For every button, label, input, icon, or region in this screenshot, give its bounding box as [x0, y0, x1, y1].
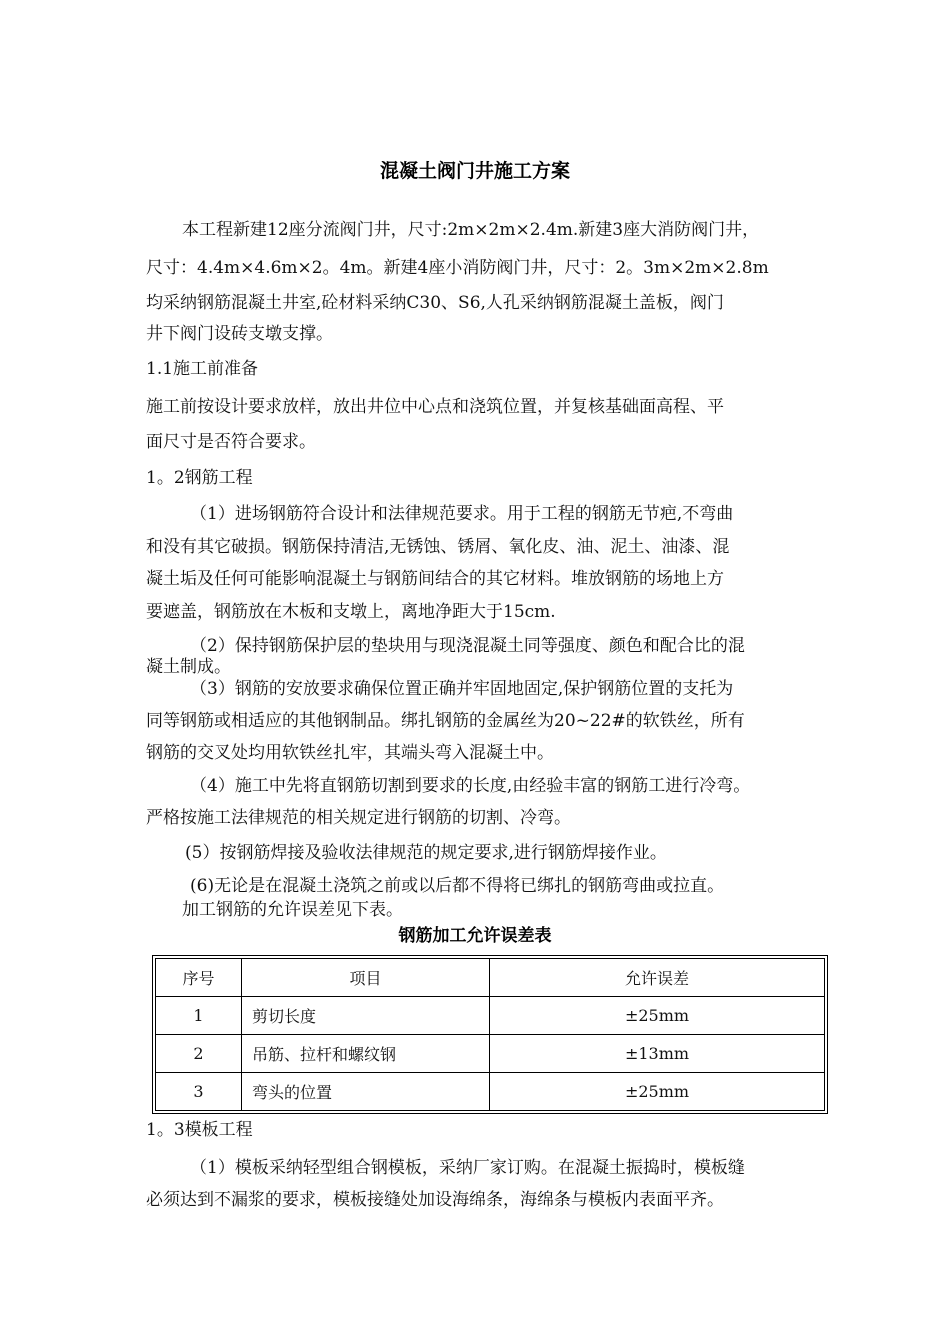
table-header-cell: 允许误差: [490, 959, 825, 997]
table-cell: 吊筋、拉杆和螺纹钢: [242, 1035, 490, 1073]
table-header-cell: 序号: [156, 959, 242, 997]
paragraph-line: (5）按钢筋焊接及验收法律规范的规定要求,进行钢筋焊接作业。: [185, 843, 667, 863]
paragraph-line: 加工钢筋的允许误差见下表。: [182, 900, 403, 920]
paragraph-line: 钢筋的交叉处均用软铁丝扎牢，其端头弯入混凝土中。: [146, 743, 554, 763]
paragraph-line: 和没有其它破损。钢筋保持清洁,无锈蚀、锈屑、氧化皮、油、泥土、油漆、混: [146, 537, 730, 557]
tolerance-table-frame: [152, 955, 828, 1114]
table-header-cell: 项目: [242, 959, 490, 997]
paragraph-line: （3）钢筋的安放要求确保位置正确并牢固地固定,保护钢筋位置的支托为: [190, 679, 734, 699]
table-cell: 3: [156, 1073, 242, 1111]
paragraph-line: (6)无论是在混凝土浇筑之前或以后都不得将已绑扎的钢筋弯曲或拉直。: [190, 876, 725, 896]
paragraph-line: 要遮盖，钢筋放在木板和支墩上，离地净距大于15cm.: [146, 602, 556, 622]
table-cell: 剪切长度: [242, 997, 490, 1035]
paragraph-line: 严格按施工法律规范的相关规定进行钢筋的切割、冷弯。: [146, 808, 571, 828]
paragraph-line: 同等钢筋或相适应的其他钢制品。绑扎钢筋的金属丝为20~22#的软铁丝，所有: [146, 711, 745, 731]
table-cell: ±25mm: [490, 1073, 825, 1111]
table-cell: ±25mm: [490, 997, 825, 1035]
section-heading-1-3: 1。3模板工程: [146, 1120, 253, 1140]
paragraph-line: 凝土制成。: [146, 657, 231, 677]
paragraph-line: 面尺寸是否符合要求。: [146, 432, 316, 452]
table-cell: ±13mm: [490, 1035, 825, 1073]
section-heading-1-1: 1.1施工前准备: [146, 359, 259, 379]
paragraph-line: 必须达到不漏浆的要求，模板接缝处加设海绵条，海绵条与模板内表面平齐。: [146, 1190, 724, 1210]
intro-line: 井下阀门设砖支墩支撑。: [146, 324, 333, 344]
paragraph-line: （4）施工中先将直钢筋切割到要求的长度,由经验丰富的钢筋工进行冷弯。: [190, 776, 751, 796]
table-row: [156, 1073, 825, 1111]
intro-line: 均采纳钢筋混凝土井室,砼材料采纳C30、S6,人孔采纳钢筋混凝土盖板，阀门: [146, 293, 724, 313]
table-cell: 弯头的位置: [242, 1073, 490, 1111]
tolerance-table: [155, 958, 825, 1111]
paragraph-line: （1）进场钢筋符合设计和法律规范要求。用于工程的钢筋无节疤,不弯曲: [190, 504, 734, 524]
table-cell: 2: [156, 1035, 242, 1073]
table-cell: 1: [156, 997, 242, 1035]
table-row: [156, 1035, 825, 1073]
paragraph-line: 施工前按设计要求放样，放出井位中心点和浇筑位置，并复核基础面高程、平: [146, 397, 724, 417]
intro-line: 尺寸：4.4m×4.6m×2。4m。新建4座小消防阀门井，尺寸：2。3m×2m×2.8m: [146, 258, 769, 278]
paragraph-line: 凝土垢及任何可能影响混凝土与钢筋间结合的其它材料。堆放钢筋的场地上方: [146, 569, 724, 589]
table-caption: 钢筋加工允许误差表: [398, 926, 552, 946]
table-row: [156, 997, 825, 1035]
document-title: 混凝土阀门井施工方案: [379, 160, 570, 182]
intro-line: 本工程新建12座分流阀门井，尺寸:2m×2m×2.4m.新建3座大消防阀门井，: [182, 220, 760, 240]
paragraph-line: （2）保持钢筋保护层的垫块用与现浇混凝土同等强度、颜色和配合比的混: [190, 636, 745, 656]
table-header-row: [156, 959, 825, 997]
section-heading-1-2: 1。2钢筋工程: [146, 468, 253, 488]
paragraph-line: （1）模板采纳轻型组合钢模板，采纳厂家订购。在混凝土振捣时，模板缝: [190, 1158, 745, 1178]
